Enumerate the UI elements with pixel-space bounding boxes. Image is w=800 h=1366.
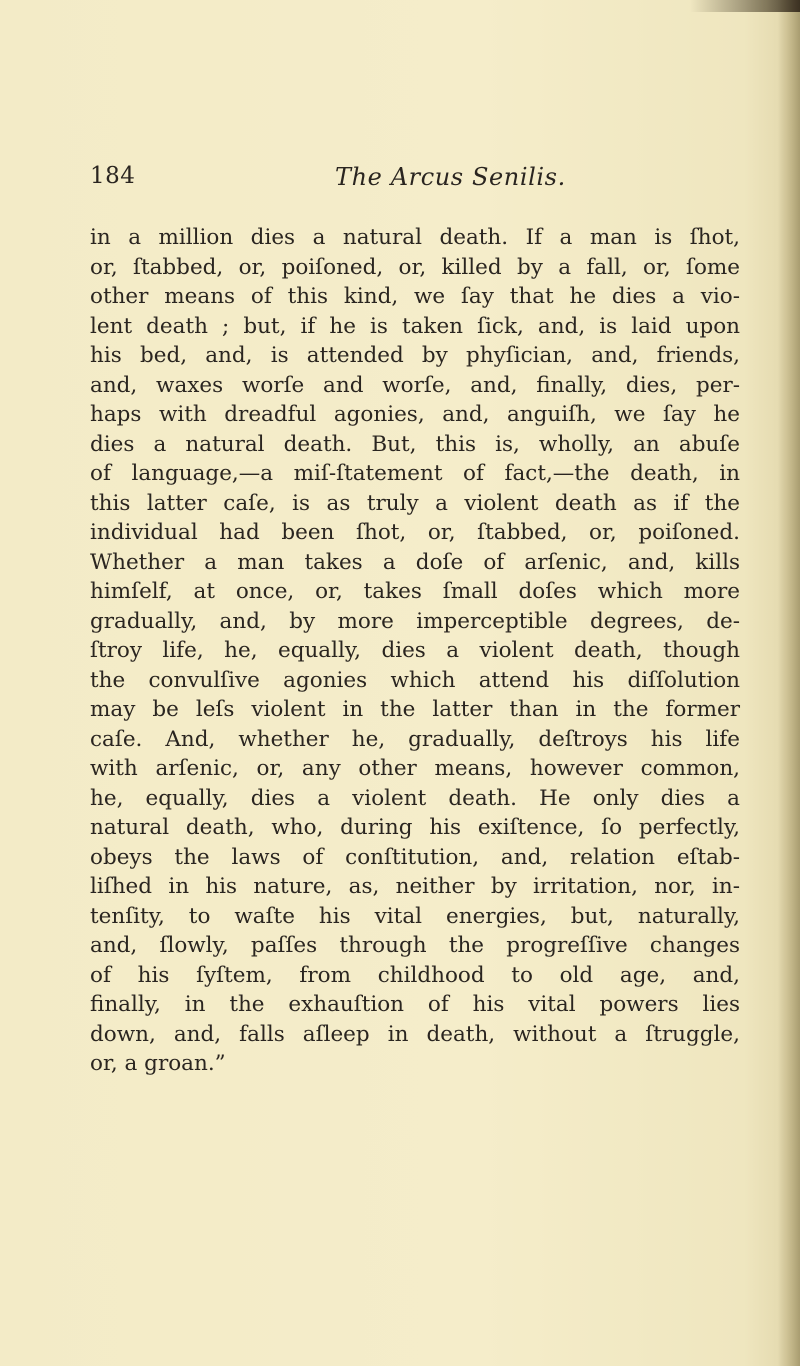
text-line: individual had been ſhot, or, ſtabbed, or, poiſoned. (90, 520, 740, 545)
text-line: or, a groan.” (90, 1051, 226, 1076)
text-line: of his ſyſtem, from childhood to old age, and, (90, 962, 740, 988)
page-number: 184 (90, 163, 136, 189)
running-title: The Arcus Senilis. (335, 163, 566, 191)
text-line: gradually, and, by more imperceptible degrees, de- (90, 608, 740, 634)
text-line: haps with dreadful agonies, and, anguiſh, we ſay he (90, 402, 740, 427)
text-line: lent death ; but, if he is taken ſick, and, is laid upon (90, 313, 740, 339)
text-line: this latter caſe, is as truly a violent death as if the (90, 490, 740, 516)
text-line: other means of this kind, we ſay that he dies a vio- (90, 284, 740, 309)
text-line: and, ſlowly, paſſes through the progreſſive changes (90, 933, 740, 958)
text-line: obeys the laws of conſtitution, and, relation eſtab- (90, 844, 740, 870)
text-line: ſtroy life, he, equally, dies a violent death, though (90, 638, 740, 663)
text-line: or, ſtabbed, or, poiſoned, or, killed by a fall, or, ſome (90, 254, 740, 280)
text-line: caſe. And, whether he, gradually, deſtroys his life (90, 726, 740, 752)
text-line: he, equally, dies a violent death. He only dies a (90, 785, 740, 811)
text-line: liſhed in his nature, as, neither by irritation, nor, in- (90, 874, 740, 899)
text-line: dies a natural death. But, this is, wholly, an abuſe (90, 431, 740, 457)
body-text (90, 223, 740, 1079)
text-line: and, waxes worſe and worſe, and, finally, dies, per- (90, 372, 740, 398)
text-line: tenſity, to waſte his vital energies, but, naturally, (90, 903, 740, 929)
text-line: himſelf, at once, or, takes ſmall doſes which more (90, 579, 740, 604)
top-corner-shadow (690, 0, 800, 12)
text-line: natural death, who, during his exiſtence, ſo perfectly, (90, 815, 740, 840)
page-edge-shadow (778, 0, 800, 1366)
text-line: finally, in the exhauſtion of his vital powers lies (90, 992, 740, 1017)
page-header (90, 163, 740, 203)
text-line: his bed, and, is attended by phyſician, and, friends, (90, 343, 740, 368)
text-line: with arſenic, or, any other means, however common, (90, 756, 740, 781)
text-line: Whether a man takes a doſe of arſenic, and, kills (90, 549, 740, 575)
text-line: down, and, falls aſleep in death, without a ſtruggle, (90, 1021, 740, 1047)
text-line: in a million dies a natural death. If a man is ſhot, (90, 225, 740, 250)
text-line: may be leſs violent in the latter than in the former (90, 697, 740, 722)
text-line: the convulſive agonies which attend his diſſolution (90, 667, 740, 693)
text-line: of language,—a miſ-ſtatement of fact,—the death, in (90, 461, 740, 486)
